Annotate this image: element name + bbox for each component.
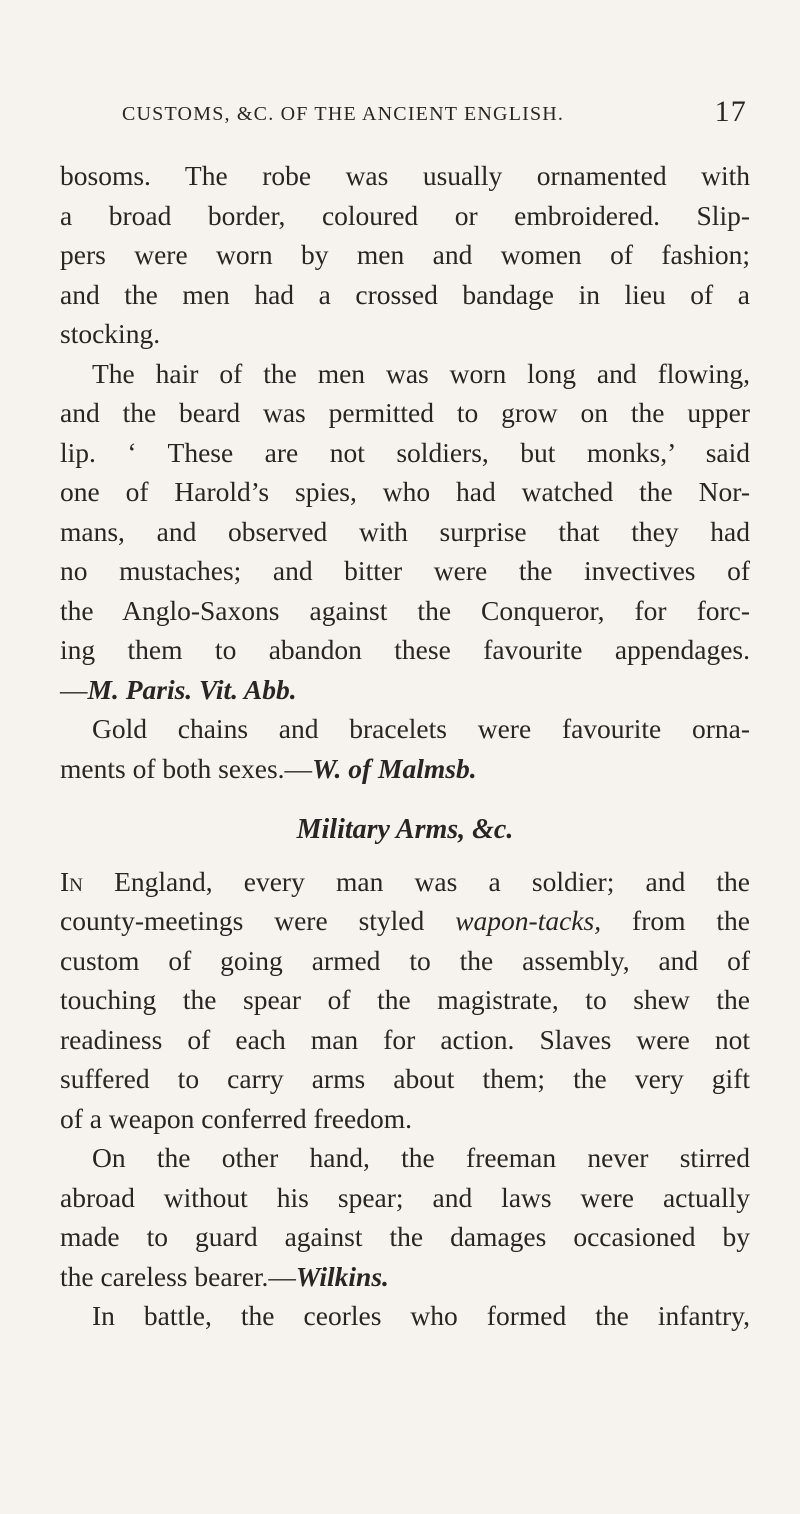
text-line (60, 1257, 750, 1297)
text-line (60, 749, 750, 789)
text-line: a broad border, coloured or embroidered. Slip- (60, 199, 750, 231)
text-fragment: from the (632, 905, 751, 936)
body-text (60, 156, 750, 1336)
text-line: pers were worn by men and women of fashion; (60, 239, 750, 270)
citation-dash: — (60, 673, 88, 705)
text-line: mans, and observed with surprise that they had (60, 515, 750, 547)
text-line (60, 862, 750, 902)
section-heading: Military Arms, &c. (296, 814, 514, 845)
text-line: readiness of each man for action. Slaves were not (60, 1023, 750, 1055)
text-line: the Anglo-Saxons against the Conqueror, for forc- (60, 594, 750, 626)
text-line: The hair of the men was worn long and flowing, (92, 357, 750, 389)
text-line: custom of going armed to the assembly, and of (60, 944, 750, 976)
citation: W. of Malmsb. (312, 752, 477, 784)
text-line: touching the spear of the magistrate, to shew the (60, 984, 750, 1015)
text-fragment: the careless bearer.— (60, 1260, 296, 1292)
citation-line (60, 670, 750, 710)
initial-word: In (60, 865, 83, 897)
text-line (60, 901, 750, 941)
citation: Wilkins. (295, 1260, 389, 1292)
text-fragment: county-meetings were styled (60, 905, 425, 936)
text-line: stocking. (60, 318, 161, 349)
text-line: In battle, the ceorles who formed the infantry, (92, 1300, 750, 1331)
text-line: of a weapon conferred freedom. (60, 1102, 412, 1134)
text-line: one of Harold’s spies, who had watched the Nor- (60, 476, 750, 507)
book-page (60, 0, 750, 1514)
text-line: ing them to abandon these favourite appendages. (60, 634, 750, 665)
text-line: no mustaches; and bitter were the invectives of (60, 555, 750, 586)
italic-term: wapon-tacks, (455, 905, 602, 936)
text-line: suffered to carry arms about them; the very gift (60, 1063, 750, 1094)
text-line: made to guard against the damages occasioned by (60, 1221, 750, 1252)
text-line: lip. ‘ These are not soldiers, but monks,’ said (60, 436, 750, 468)
text-fragment: England, every man was a soldier; and the (114, 865, 751, 897)
page-number: 17 (714, 95, 747, 128)
text-line: bosoms. The robe was usually ornamented with (60, 160, 750, 191)
running-title: CUSTOMS, &C. OF THE ANCIENT ENGLISH. (122, 103, 565, 125)
citation: M. Paris. Vit. Abb. (87, 673, 297, 705)
text-fragment: ments of both sexes.— (60, 752, 313, 784)
text-line: and the men had a crossed bandage in lieu of a (60, 278, 750, 310)
text-line: abroad without his spear; and laws were actually (60, 1181, 750, 1213)
text-line: On the other hand, the freeman never stirred (92, 1142, 750, 1173)
text-line: and the beard was permitted to grow on the upper (60, 397, 750, 428)
text-line: Gold chains and bracelets were favourite orna- (92, 713, 750, 744)
